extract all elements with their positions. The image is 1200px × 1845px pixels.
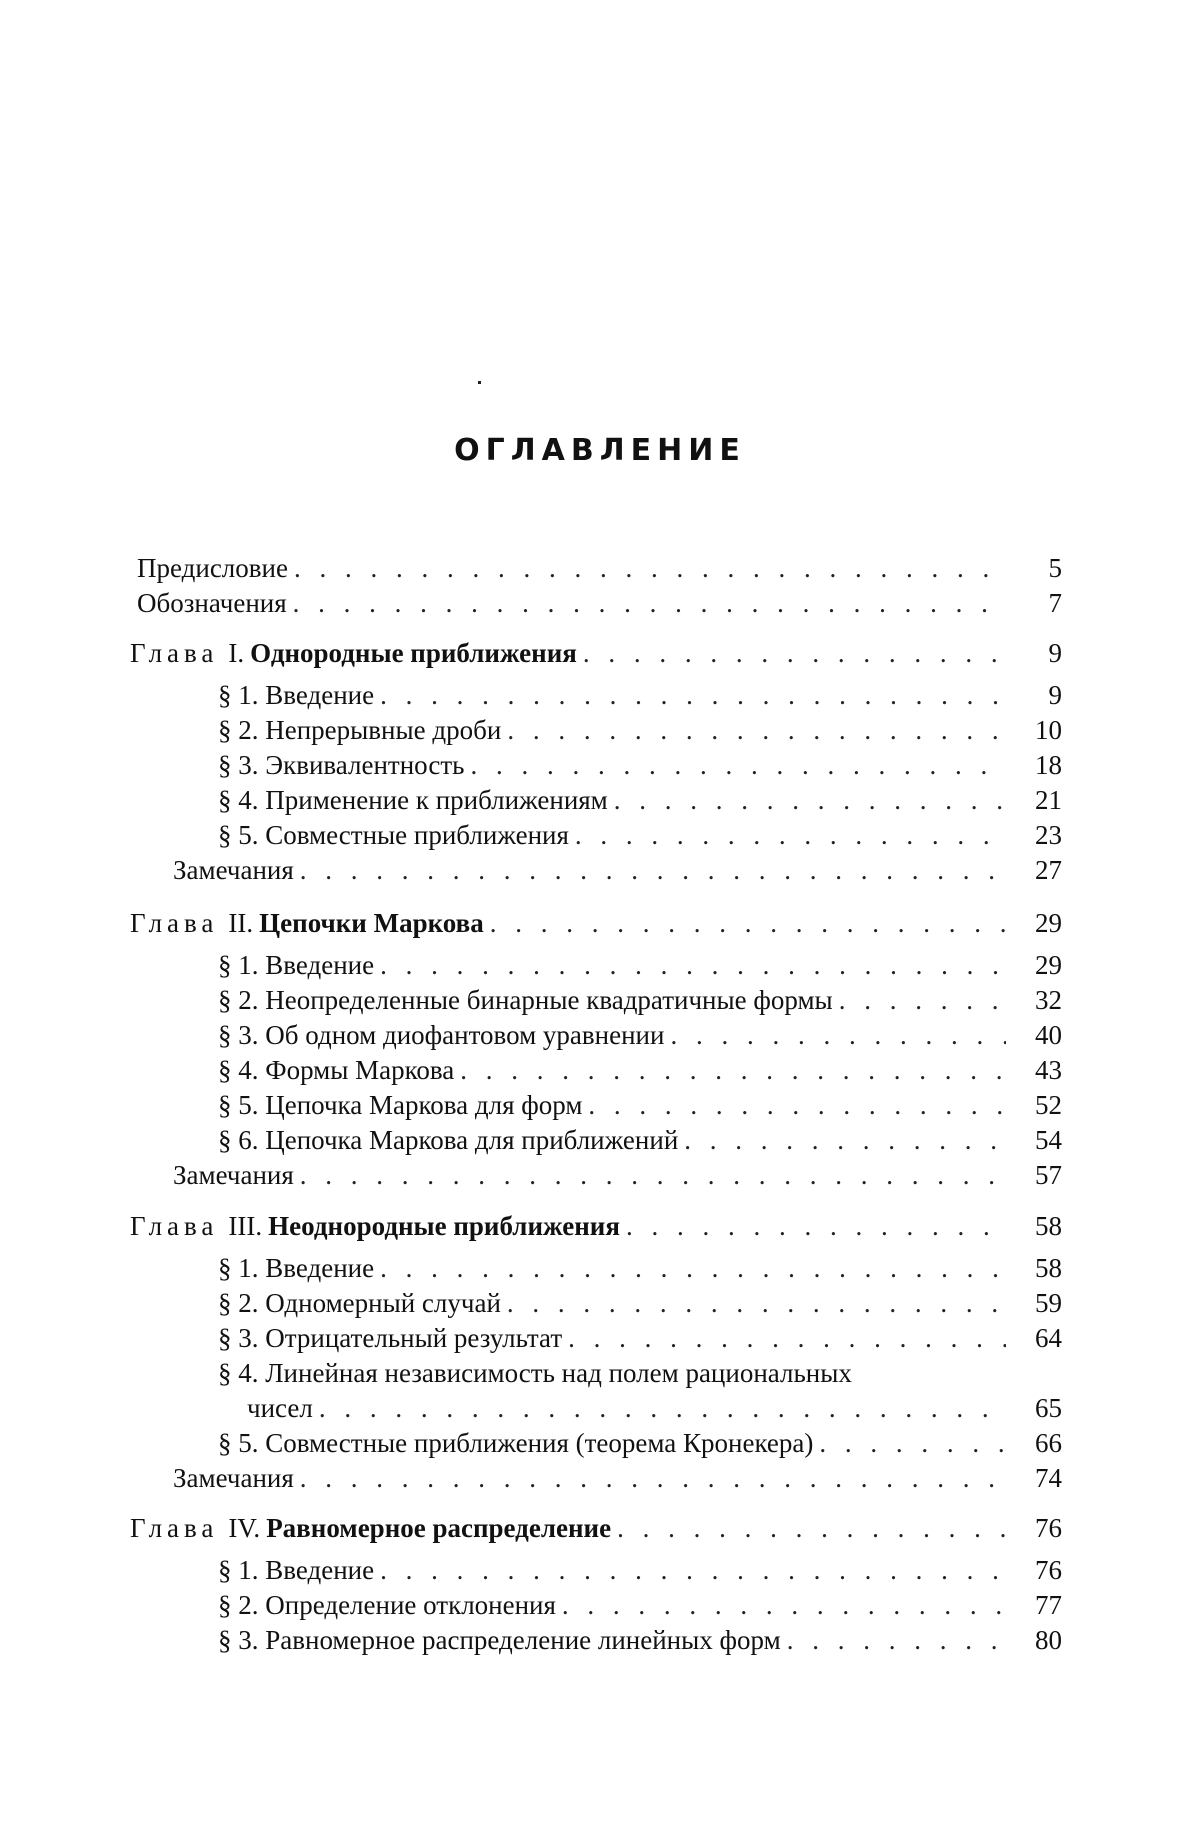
section-title: § 4. Формы Маркова bbox=[218, 1055, 455, 1085]
speck bbox=[478, 381, 481, 384]
chapter-title: Однородные приближения bbox=[250, 638, 577, 668]
toc-entry-front-0-label bbox=[137, 552, 288, 584]
page-number: 58 bbox=[1035, 1211, 1062, 1241]
notes-title: Замечания bbox=[173, 1160, 294, 1190]
page-number: 18 bbox=[1035, 750, 1062, 780]
chapter-number: II. bbox=[228, 908, 254, 938]
chapter-prefix: Глава bbox=[130, 1513, 219, 1543]
toc-chapter-3-label bbox=[130, 1210, 620, 1242]
page-number: 77 bbox=[1035, 1590, 1062, 1620]
toc-section-label bbox=[218, 819, 569, 851]
toc-section-label bbox=[218, 1054, 454, 1086]
section-title: § 2. Одномерный случай bbox=[218, 1288, 501, 1318]
dot-leader bbox=[507, 714, 1006, 746]
dot-leader bbox=[507, 1287, 1006, 1319]
page-number: 43 bbox=[1035, 1055, 1062, 1085]
toc-section-label bbox=[218, 1089, 582, 1121]
section-title: § 5. Совместные приближения (теорема Кронекера) bbox=[218, 1428, 814, 1458]
page-number: 32 bbox=[1035, 985, 1062, 1015]
dot-leader bbox=[819, 1427, 1006, 1459]
chapter-prefix: Глава bbox=[130, 908, 219, 938]
dot-leader bbox=[380, 1252, 1006, 1284]
toc-entry-front-1-label bbox=[137, 587, 287, 619]
section-title: § 3. Об одном диофантовом уравнении bbox=[218, 1020, 665, 1050]
page-number: 29 bbox=[1035, 908, 1062, 938]
section-title: § 2. Непрерывные дроби bbox=[218, 715, 502, 745]
section-title: § 2. Неопределенные бинарные квадратичные формы bbox=[218, 985, 833, 1015]
toc-notes-label bbox=[173, 854, 294, 886]
section-title: § 3. Эквивалентность bbox=[218, 750, 465, 780]
toc-section[interactable] bbox=[218, 1054, 1062, 1086]
toc-chapter-2-label bbox=[130, 907, 484, 939]
section-title: § 5. Совместные приближения bbox=[218, 820, 569, 850]
page-number: 7 bbox=[1048, 588, 1062, 618]
dot-leader bbox=[614, 784, 1006, 816]
chapter-prefix: Глава bbox=[130, 1211, 219, 1241]
toc-entry-front-0[interactable] bbox=[137, 552, 1062, 584]
dot-leader bbox=[670, 1019, 1006, 1051]
page-number: 64 bbox=[1035, 1323, 1062, 1353]
page-number: 59 bbox=[1035, 1288, 1062, 1318]
section-title: § 2. Определение отклонения bbox=[218, 1590, 556, 1620]
toc-section[interactable] bbox=[218, 1124, 1062, 1156]
toc-section-label bbox=[218, 984, 833, 1016]
toc-section[interactable] bbox=[218, 949, 1062, 981]
notes-title: Замечания bbox=[173, 855, 294, 885]
dot-leader bbox=[617, 1512, 1006, 1544]
toc-section-continuation-label bbox=[247, 1392, 313, 1424]
toc-section[interactable] bbox=[218, 1322, 1062, 1354]
toc-entry-front-1[interactable] bbox=[137, 587, 1062, 619]
page-number: 9 bbox=[1048, 638, 1062, 668]
dot-leader bbox=[380, 1554, 1006, 1586]
toc-section[interactable] bbox=[218, 1287, 1062, 1319]
toc-section-label bbox=[218, 1287, 501, 1319]
dot-leader bbox=[684, 1124, 1006, 1156]
toc-section[interactable] bbox=[218, 984, 1062, 1016]
page-number: 54 bbox=[1035, 1125, 1062, 1155]
toc-section-label bbox=[218, 1554, 374, 1586]
toc-chapter-2[interactable] bbox=[130, 907, 1062, 939]
page-number: 76 bbox=[1035, 1513, 1062, 1543]
dot-leader bbox=[294, 552, 1006, 584]
section-title: § 1. Введение bbox=[218, 1253, 375, 1283]
page-number: 29 bbox=[1035, 950, 1062, 980]
toc-chapter-4-label bbox=[130, 1512, 611, 1544]
toc-section[interactable] bbox=[218, 714, 1062, 746]
toc-section-label bbox=[218, 679, 374, 711]
chapter-number: III. bbox=[228, 1211, 263, 1241]
toc-section[interactable] bbox=[218, 1589, 1062, 1621]
dot-leader bbox=[583, 637, 1006, 669]
toc-section-wrapped-line[interactable]: § 4. Линейная независимость над полем рациональных bbox=[218, 1358, 852, 1388]
page-number: 80 bbox=[1035, 1625, 1062, 1655]
dot-leader bbox=[470, 749, 1006, 781]
toc-section-label bbox=[218, 1427, 813, 1459]
dot-leader bbox=[588, 1089, 1006, 1121]
section-title: § 1. Введение bbox=[218, 680, 375, 710]
chapter-title: Цепочки Маркова bbox=[259, 908, 484, 938]
toc-section[interactable] bbox=[218, 749, 1062, 781]
toc-notes-label bbox=[173, 1462, 294, 1494]
section-continuation: чисел bbox=[247, 1393, 313, 1423]
toc-section-label bbox=[218, 1252, 374, 1284]
dot-leader bbox=[787, 1624, 1006, 1656]
page-number: 74 bbox=[1035, 1463, 1062, 1493]
toc-section[interactable] bbox=[218, 1554, 1062, 1586]
section-title: § 5. Цепочка Маркова для форм bbox=[218, 1090, 583, 1120]
dot-leader bbox=[293, 587, 1006, 619]
toc-section[interactable] bbox=[218, 1624, 1062, 1656]
section-title: § 4. Применение к приближениям bbox=[218, 785, 608, 815]
toc-section-label bbox=[218, 1322, 562, 1354]
toc-section[interactable] bbox=[218, 1089, 1062, 1121]
toc-section-label bbox=[218, 714, 501, 746]
page-number: 10 bbox=[1035, 715, 1062, 745]
toc-chapter-1[interactable] bbox=[130, 637, 1062, 669]
toc-section-continuation[interactable] bbox=[247, 1392, 1062, 1424]
page-number: 23 bbox=[1035, 820, 1062, 850]
toc-section[interactable] bbox=[218, 679, 1062, 711]
toc-section-label bbox=[218, 1124, 678, 1156]
page-number: 21 bbox=[1035, 785, 1062, 815]
dot-leader bbox=[568, 1322, 1006, 1354]
entry-title: Предисловие bbox=[137, 553, 288, 583]
toc-section-label bbox=[218, 1019, 664, 1051]
chapter-title: Неоднородные приближения bbox=[268, 1211, 620, 1241]
toc-section[interactable] bbox=[218, 784, 1062, 816]
page-number: 5 bbox=[1048, 553, 1062, 583]
dot-leader bbox=[562, 1589, 1006, 1621]
page-title: ОГЛАВЛЕНИЕ bbox=[454, 433, 746, 468]
section-title: § 3. Отрицательный результат bbox=[218, 1323, 563, 1353]
toc-notes[interactable] bbox=[173, 1462, 1062, 1494]
section-title: § 6. Цепочка Маркова для приближений bbox=[218, 1125, 679, 1155]
toc-section-label bbox=[218, 749, 464, 781]
toc-section-label bbox=[218, 1589, 556, 1621]
notes-title: Замечания bbox=[173, 1463, 294, 1493]
page-number: 66 bbox=[1035, 1428, 1062, 1458]
toc-section-label bbox=[218, 1624, 781, 1656]
page-number: 57 bbox=[1035, 1160, 1062, 1190]
toc-section[interactable] bbox=[218, 819, 1062, 851]
toc-section[interactable] bbox=[218, 1252, 1062, 1284]
toc-notes[interactable] bbox=[173, 1159, 1062, 1191]
dot-leader bbox=[300, 854, 1006, 886]
section-title: § 3. Равномерное распределение линейных форм bbox=[218, 1625, 781, 1655]
toc-section-label bbox=[218, 949, 374, 981]
page-number: 76 bbox=[1035, 1555, 1062, 1585]
toc-notes[interactable] bbox=[173, 854, 1062, 886]
dot-leader bbox=[300, 1159, 1006, 1191]
page-number: 58 bbox=[1035, 1253, 1062, 1283]
dot-leader bbox=[460, 1054, 1006, 1086]
dot-leader bbox=[300, 1462, 1006, 1494]
chapter-number: I. bbox=[228, 638, 245, 668]
chapter-prefix: Глава bbox=[130, 638, 219, 668]
page-number: 9 bbox=[1048, 680, 1062, 710]
section-title: § 1. Введение bbox=[218, 1555, 375, 1585]
dot-leader bbox=[490, 907, 1006, 939]
toc-chapter-1-label bbox=[130, 637, 577, 669]
entry-title: Обозначения bbox=[137, 588, 287, 618]
page-number: 52 bbox=[1035, 1090, 1062, 1120]
dot-leader bbox=[626, 1210, 1006, 1242]
page-number: 65 bbox=[1035, 1393, 1062, 1423]
dot-leader bbox=[380, 679, 1006, 711]
toc-notes-label bbox=[173, 1159, 294, 1191]
toc-section-label bbox=[218, 784, 608, 816]
toc-chapter-4[interactable] bbox=[130, 1512, 1062, 1544]
dot-leader bbox=[380, 949, 1006, 981]
toc-chapter-3[interactable] bbox=[130, 1210, 1062, 1242]
section-title: § 1. Введение bbox=[218, 950, 375, 980]
page-number: 27 bbox=[1035, 855, 1062, 885]
dot-leader bbox=[575, 819, 1006, 851]
page-number: 40 bbox=[1035, 1020, 1062, 1050]
toc-section[interactable] bbox=[218, 1427, 1062, 1459]
dot-leader bbox=[839, 984, 1006, 1016]
chapter-title: Равномерное распределение bbox=[266, 1513, 612, 1543]
chapter-number: IV. bbox=[228, 1513, 261, 1543]
toc-section[interactable] bbox=[218, 1019, 1062, 1051]
dot-leader bbox=[319, 1392, 1006, 1424]
